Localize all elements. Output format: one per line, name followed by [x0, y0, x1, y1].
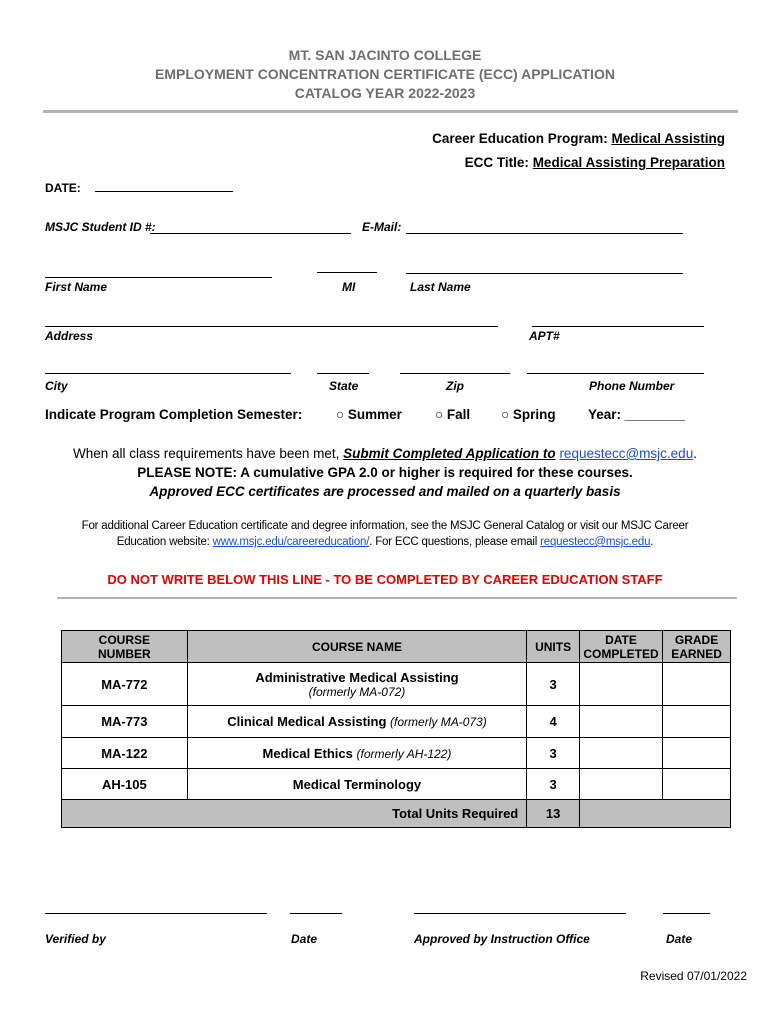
semester-fall-radio[interactable]: ○ Fall	[435, 407, 471, 422]
address-label: Address	[45, 329, 94, 343]
info-period: .	[650, 536, 654, 548]
total-label: Total Units Required	[62, 800, 527, 828]
info-line-2	[0, 536, 770, 548]
submit-period: .	[693, 446, 697, 461]
course-units: 3	[527, 738, 580, 769]
quarterly-note: Approved ECC certificates are processed and mailed on a quarterly basis	[149, 484, 621, 499]
zip-label: Zip	[446, 379, 464, 393]
col-course-name: COURSE NAME	[187, 631, 527, 663]
address-field[interactable]	[45, 326, 498, 327]
date-label: DATE:	[45, 181, 81, 195]
date-completed-cell[interactable]	[579, 706, 662, 738]
first-name-field[interactable]	[45, 277, 272, 278]
program-value: Medical Assisting	[611, 131, 725, 146]
city-label: City	[45, 379, 68, 393]
course-code: MA-772	[62, 663, 188, 706]
mi-label: MI	[342, 280, 356, 294]
info-line-1: For additional Career Education certificate and degree information, see the MSJC General Catalog or visit our MSJC Career	[81, 520, 689, 532]
course-name	[187, 706, 527, 738]
revised-date: Revised 07/01/2022	[640, 969, 747, 983]
apt-field[interactable]	[532, 326, 704, 327]
course-table	[61, 630, 731, 828]
date-completed-cell[interactable]	[579, 663, 662, 706]
grade-earned-cell[interactable]	[663, 769, 731, 800]
date2-label: Date	[666, 932, 693, 946]
submit-email-link[interactable]: requestecc@msjc.edu	[559, 446, 694, 461]
ecc-title-value: Medical Assisting Preparation	[532, 155, 725, 170]
submit-bold-text: Submit Completed Application to	[343, 446, 556, 461]
ecc-title-line	[465, 155, 725, 170]
state-field[interactable]	[317, 373, 369, 374]
semester-label: Indicate Program Completion Semester:	[45, 407, 303, 422]
header-divider	[43, 110, 738, 113]
submit-instructions	[0, 446, 770, 461]
form-title: EMPLOYMENT CONCENTRATION CERTIFICATE (ECC) APPLICATION	[155, 66, 615, 82]
zip-field[interactable]	[400, 373, 510, 374]
program-label: Career Education Program:	[432, 131, 608, 146]
first-name-label: First Name	[45, 280, 108, 294]
date-field[interactable]	[95, 191, 233, 192]
table-header-row	[62, 631, 731, 663]
info-text-mid: . For ECC questions, please email	[369, 536, 538, 548]
course-units: 3	[527, 769, 580, 800]
col-units: UNITS	[527, 631, 580, 663]
info-text: Education website:	[116, 536, 210, 548]
gpa-note: PLEASE NOTE: A cumulative GPA 2.0 or higher is required for these courses.	[137, 465, 633, 480]
course-units: 3	[527, 663, 580, 706]
total-units: 13	[527, 800, 580, 828]
course-name-text: Administrative Medical Assisting	[255, 669, 459, 685]
email-field[interactable]	[406, 233, 683, 234]
last-name-field[interactable]	[406, 273, 683, 274]
col-course-number: COURSE NUMBER	[62, 631, 188, 663]
col-date-completed: DATE COMPLETED	[579, 631, 662, 663]
date1-label: Date	[291, 932, 318, 946]
program-line	[432, 131, 725, 146]
phone-field[interactable]	[527, 373, 704, 374]
verified-by-field[interactable]	[45, 913, 267, 914]
date1-field[interactable]	[290, 913, 342, 914]
submit-text: When all class requirements have been met,	[73, 446, 340, 461]
college-name: MT. SAN JACINTO COLLEGE	[288, 47, 482, 63]
table-row	[62, 738, 731, 769]
apt-label: APT#	[529, 329, 560, 343]
date-completed-cell[interactable]	[579, 738, 662, 769]
course-name	[187, 769, 527, 800]
table-row	[62, 706, 731, 738]
course-code: AH-105	[62, 769, 188, 800]
total-blank	[579, 800, 730, 828]
mi-field[interactable]	[317, 272, 377, 273]
date-completed-cell[interactable]	[579, 769, 662, 800]
city-field[interactable]	[45, 373, 291, 374]
staff-divider	[57, 597, 737, 599]
state-label: State	[329, 379, 359, 393]
ecc-title-label: ECC Title:	[464, 155, 529, 170]
grade-earned-cell[interactable]	[663, 738, 731, 769]
website-link[interactable]: www.msjc.edu/careereducation/	[212, 536, 370, 548]
catalog-year: CATALOG YEAR 2022-2023	[294, 85, 476, 101]
course-code: MA-122	[62, 738, 188, 769]
course-former: (formerly AH-122)	[356, 746, 452, 761]
date2-field[interactable]	[663, 913, 710, 914]
year-field[interactable]: Year: ________	[588, 407, 685, 422]
course-former: (formerly MA-073)	[390, 715, 487, 729]
course-name	[187, 663, 527, 706]
table-row	[62, 769, 731, 800]
course-code: MA-773	[62, 706, 188, 738]
course-name-text: Clinical Medical Assisting	[227, 714, 387, 729]
semester-summer-radio[interactable]: ○ Summer	[336, 407, 402, 422]
semester-spring-radio[interactable]: ○ Spring	[501, 407, 556, 422]
approved-by-label: Approved by Instruction Office	[414, 932, 590, 946]
verified-by-label: Verified by	[45, 932, 106, 946]
course-name-text: Medical Terminology	[292, 776, 422, 792]
grade-earned-cell[interactable]	[663, 706, 731, 738]
course-name-text: Medical Ethics	[262, 745, 353, 761]
course-former: (formerly MA-072)	[308, 684, 406, 699]
table-row	[62, 663, 731, 706]
course-name	[187, 738, 527, 769]
student-id-label: MSJC Student ID #:	[45, 220, 156, 234]
last-name-label: Last Name	[410, 280, 471, 294]
staff-warning: DO NOT WRITE BELOW THIS LINE - TO BE COMPLETED BY CAREER EDUCATION STAFF	[107, 572, 663, 587]
col-grade-earned: GRADE EARNED	[663, 631, 731, 663]
student-id-field[interactable]	[150, 233, 351, 234]
approved-by-field[interactable]	[414, 913, 626, 914]
grade-earned-cell[interactable]	[663, 663, 731, 706]
email-label: E-Mail:	[362, 220, 402, 234]
phone-label: Phone Number	[589, 379, 675, 393]
total-row	[62, 800, 731, 828]
info-email-link[interactable]: requestecc@msjc.edu	[540, 536, 651, 548]
course-units: 4	[527, 706, 580, 738]
